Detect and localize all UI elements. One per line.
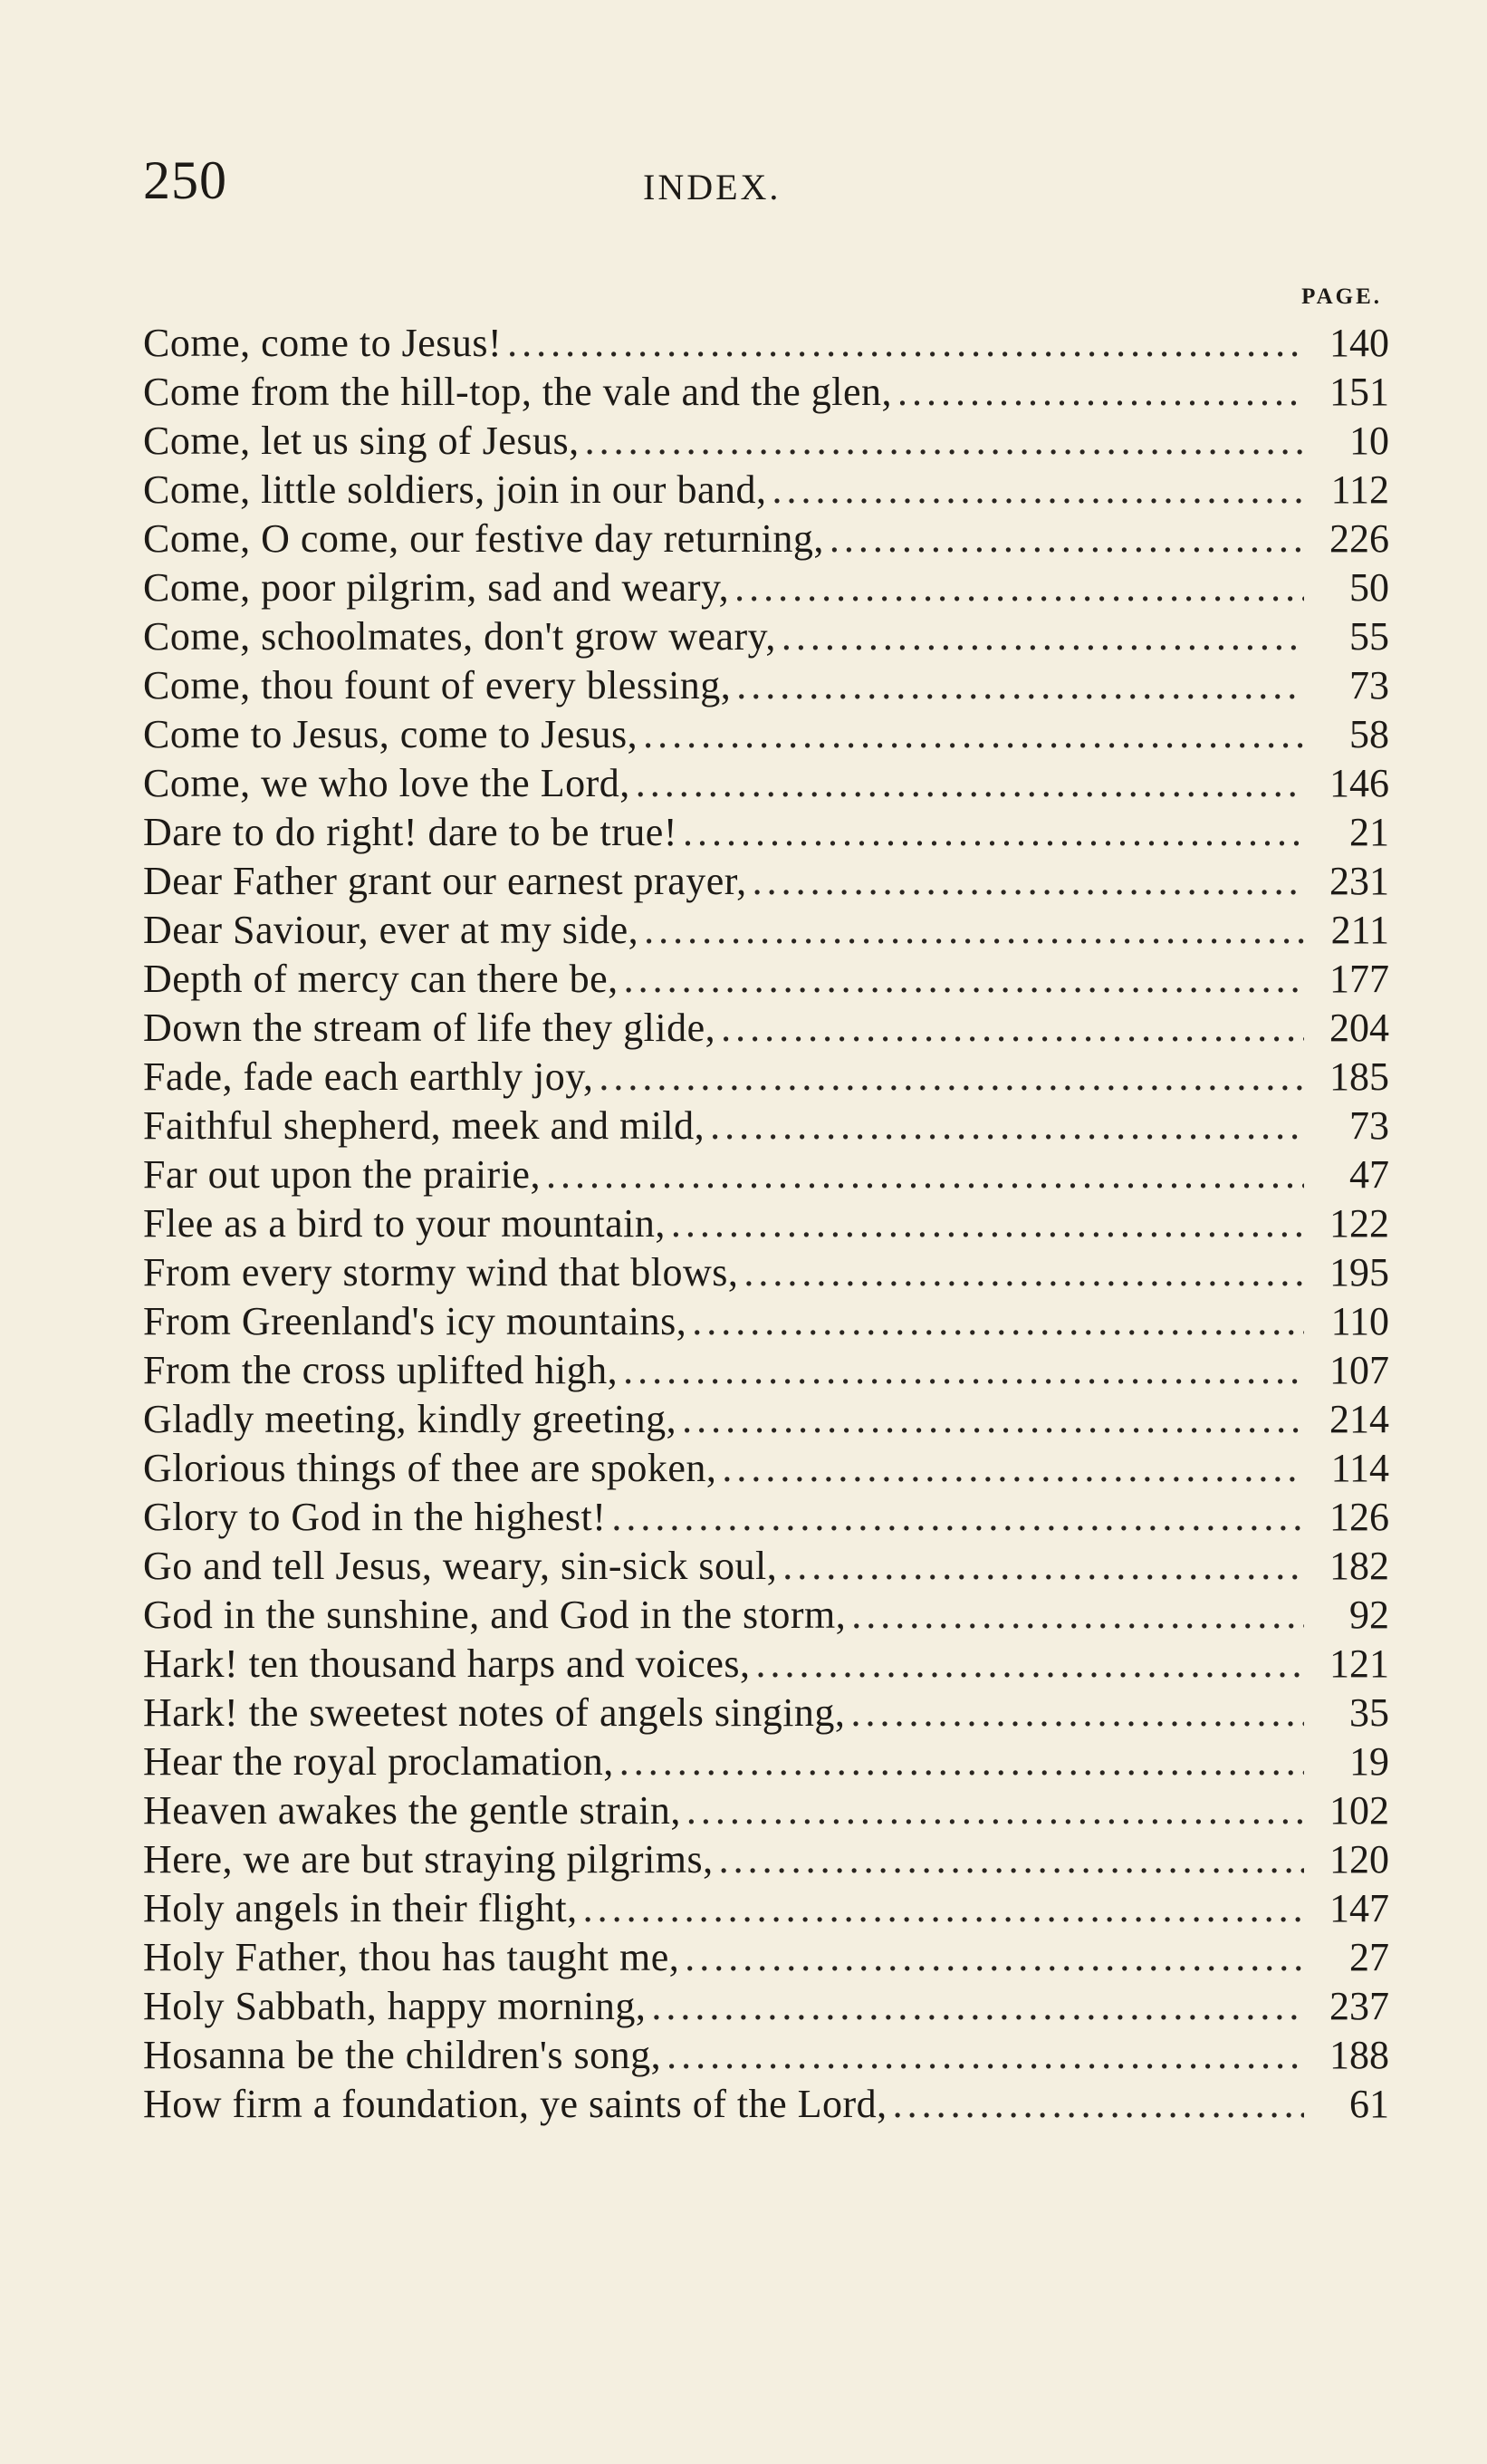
entry-title: Hosanna be the children's song, bbox=[143, 2033, 662, 2077]
index-entry bbox=[143, 1982, 1389, 2031]
dot-leader bbox=[546, 1150, 1304, 1199]
entry-title: How firm a foundation, ye saints of the Lord, bbox=[143, 2082, 887, 2126]
entry-page-number: 226 bbox=[1329, 516, 1389, 561]
dot-leader bbox=[736, 661, 1304, 710]
entry-title: Far out upon the prairie, bbox=[143, 1152, 541, 1197]
entry-page-number: 10 bbox=[1349, 419, 1389, 463]
dot-leader bbox=[507, 319, 1304, 368]
entry-title: From the cross uplifted high, bbox=[143, 1348, 619, 1392]
entry-title: Come, little soldiers, join in our band, bbox=[143, 467, 767, 512]
entry-title: Come from the hill-top, the vale and the glen, bbox=[143, 370, 893, 414]
dot-leader bbox=[599, 1053, 1304, 1102]
index-entry bbox=[143, 1199, 1389, 1248]
entry-page-number: 231 bbox=[1329, 859, 1389, 903]
index-entry bbox=[143, 1297, 1389, 1346]
entry-page-number: 112 bbox=[1330, 467, 1389, 512]
entry-page-number: 182 bbox=[1329, 1544, 1389, 1588]
entry-page-number: 27 bbox=[1349, 1935, 1389, 1979]
index-entry bbox=[143, 1248, 1389, 1297]
index-entry bbox=[143, 1395, 1389, 1444]
index-entry bbox=[143, 1150, 1389, 1199]
dot-leader bbox=[682, 1395, 1304, 1444]
index-entry bbox=[143, 1591, 1389, 1640]
dot-leader bbox=[624, 955, 1304, 1004]
entry-title: Down the stream of life they glide, bbox=[143, 1006, 716, 1050]
entry-title: Come, thou fount of every blessing, bbox=[143, 663, 732, 707]
dot-leader bbox=[893, 2080, 1304, 2129]
entry-page-number: 73 bbox=[1349, 663, 1389, 707]
dot-leader bbox=[782, 612, 1304, 661]
entry-title: Holy Father, thou has taught me, bbox=[143, 1935, 680, 1979]
dot-leader bbox=[685, 1933, 1304, 1982]
dot-leader bbox=[719, 1835, 1304, 1884]
dot-leader bbox=[721, 1004, 1304, 1053]
entry-page-number: 61 bbox=[1349, 2082, 1389, 2126]
index-entry bbox=[143, 1640, 1389, 1689]
dot-leader bbox=[611, 1493, 1304, 1542]
index-entry bbox=[143, 1884, 1389, 1933]
entry-title: Glorious things of thee are spoken, bbox=[143, 1446, 717, 1490]
entry-page-number: 58 bbox=[1349, 712, 1389, 756]
entry-title: Faithful shepherd, meek and mild, bbox=[143, 1103, 705, 1148]
entry-title: Holy Sabbath, happy morning, bbox=[143, 1984, 647, 2028]
entry-page-number: 147 bbox=[1329, 1886, 1389, 1930]
dot-leader bbox=[636, 759, 1304, 808]
index-entry bbox=[143, 1689, 1389, 1737]
dot-leader bbox=[651, 1982, 1304, 2031]
entry-title: Hark! the sweetest notes of angels singing, bbox=[143, 1690, 846, 1735]
index-entry bbox=[143, 710, 1389, 759]
dot-leader bbox=[671, 1199, 1304, 1248]
index-entries bbox=[143, 319, 1389, 2129]
index-entry bbox=[143, 417, 1389, 466]
index-entry bbox=[143, 368, 1389, 417]
entry-title: Come, we who love the Lord, bbox=[143, 761, 630, 805]
dot-leader bbox=[667, 2031, 1304, 2080]
entry-title: Dear Saviour, ever at my side, bbox=[143, 908, 639, 952]
dot-leader bbox=[683, 808, 1304, 857]
entry-title: Depth of mercy can there be, bbox=[143, 957, 619, 1001]
dot-leader bbox=[830, 515, 1304, 563]
index-entry bbox=[143, 661, 1389, 710]
dot-leader bbox=[753, 857, 1304, 906]
dot-leader bbox=[644, 906, 1304, 955]
index-entry bbox=[143, 1493, 1389, 1542]
entry-title: Come, schoolmates, don't grow weary, bbox=[143, 614, 776, 659]
index-entry bbox=[143, 1835, 1389, 1884]
entry-title: Gladly meeting, kindly greeting, bbox=[143, 1397, 677, 1441]
entry-title: Come, let us sing of Jesus, bbox=[143, 419, 580, 463]
entry-page-number: 122 bbox=[1329, 1201, 1389, 1246]
entry-title: Hear the royal proclamation, bbox=[143, 1739, 614, 1784]
entry-title: Hark! ten thousand harps and voices, bbox=[143, 1641, 751, 1686]
dot-leader bbox=[710, 1102, 1304, 1150]
entry-title: God in the sunshine, and God in the storm, bbox=[143, 1593, 847, 1637]
dot-leader bbox=[722, 1444, 1304, 1493]
dot-leader bbox=[585, 417, 1304, 466]
entry-title: From every stormy wind that blows, bbox=[143, 1250, 739, 1295]
entry-title: Fade, fade each earthly joy, bbox=[143, 1054, 594, 1099]
entry-title: From Greenland's icy mountains, bbox=[143, 1299, 687, 1343]
index-entry bbox=[143, 2031, 1389, 2080]
running-title: INDEX. bbox=[643, 167, 782, 207]
dot-leader bbox=[686, 1786, 1304, 1835]
index-entry bbox=[143, 759, 1389, 808]
index-entry bbox=[143, 1786, 1389, 1835]
entry-page-number: 151 bbox=[1329, 370, 1389, 414]
index-entry bbox=[143, 808, 1389, 857]
index-entry bbox=[143, 1004, 1389, 1053]
index-entry bbox=[143, 906, 1389, 955]
entry-title: Dare to do right! dare to be true! bbox=[143, 810, 677, 854]
entry-page-number: 73 bbox=[1349, 1103, 1389, 1148]
entry-title: Come, O come, our festive day returning, bbox=[143, 516, 824, 561]
entry-title: Holy angels in their flight, bbox=[143, 1886, 578, 1930]
dot-leader bbox=[583, 1884, 1304, 1933]
index-entry bbox=[143, 1053, 1389, 1102]
dot-leader bbox=[623, 1346, 1304, 1395]
entry-page-number: 19 bbox=[1349, 1739, 1389, 1784]
entry-page-number: 50 bbox=[1349, 565, 1389, 610]
entry-page-number: 214 bbox=[1329, 1397, 1389, 1441]
index-entry bbox=[143, 1542, 1389, 1591]
index-entry bbox=[143, 1102, 1389, 1150]
dot-leader bbox=[692, 1297, 1304, 1346]
index-entry bbox=[143, 1346, 1389, 1395]
index-entry bbox=[143, 955, 1389, 1004]
entry-page-number: 121 bbox=[1329, 1641, 1389, 1686]
dot-leader bbox=[850, 1689, 1304, 1737]
entry-page-number: 126 bbox=[1329, 1495, 1389, 1539]
index-entry bbox=[143, 857, 1389, 906]
entry-page-number: 110 bbox=[1330, 1299, 1389, 1343]
entry-page-number: 35 bbox=[1349, 1690, 1389, 1735]
entry-page-number: 120 bbox=[1329, 1837, 1389, 1882]
entry-page-number: 195 bbox=[1329, 1250, 1389, 1295]
index-entry bbox=[143, 563, 1389, 612]
entry-page-number: 237 bbox=[1329, 1984, 1389, 2028]
entry-page-number: 55 bbox=[1349, 614, 1389, 659]
entry-page-number: 92 bbox=[1349, 1593, 1389, 1637]
entry-title: Come, come to Jesus! bbox=[143, 321, 503, 365]
dot-leader bbox=[619, 1737, 1304, 1786]
dot-leader bbox=[897, 368, 1304, 417]
index-entry bbox=[143, 1444, 1389, 1493]
entry-page-number: 146 bbox=[1329, 761, 1389, 805]
entry-page-number: 102 bbox=[1329, 1788, 1389, 1833]
entry-page-number: 107 bbox=[1329, 1348, 1389, 1392]
index-entry bbox=[143, 1933, 1389, 1982]
dot-leader bbox=[755, 1640, 1304, 1689]
entry-page-number: 188 bbox=[1329, 2033, 1389, 2077]
index-entry bbox=[143, 1737, 1389, 1786]
entry-title: Heaven awakes the gentle strain, bbox=[143, 1788, 681, 1833]
dot-leader bbox=[744, 1248, 1304, 1297]
entry-page-number: 185 bbox=[1329, 1054, 1389, 1099]
entry-title: Flee as a bird to your mountain, bbox=[143, 1201, 666, 1246]
page-column-label: PAGE. bbox=[1301, 284, 1382, 309]
index-entry bbox=[143, 319, 1389, 368]
entry-page-number: 140 bbox=[1329, 321, 1389, 365]
dot-leader bbox=[782, 1542, 1304, 1591]
dot-leader bbox=[734, 563, 1304, 612]
entry-page-number: 204 bbox=[1329, 1006, 1389, 1050]
index-entry bbox=[143, 515, 1389, 563]
entry-title: Glory to God in the highest! bbox=[143, 1495, 607, 1539]
dot-leader bbox=[772, 466, 1305, 515]
entry-title: Go and tell Jesus, weary, sin-sick soul, bbox=[143, 1544, 778, 1588]
entry-title: Come, poor pilgrim, sad and weary, bbox=[143, 565, 730, 610]
entry-page-number: 47 bbox=[1349, 1152, 1389, 1197]
index-entry bbox=[143, 466, 1389, 515]
entry-page-number: 114 bbox=[1330, 1446, 1389, 1490]
entry-title: Come to Jesus, come to Jesus, bbox=[143, 712, 638, 756]
entry-page-number: 211 bbox=[1330, 908, 1389, 952]
entry-page-number: 177 bbox=[1329, 957, 1389, 1001]
page-header bbox=[143, 149, 1389, 213]
dot-leader bbox=[643, 710, 1304, 759]
entry-title: Here, we are but straying pilgrims, bbox=[143, 1837, 714, 1882]
index-entry bbox=[143, 2080, 1389, 2129]
index-entry bbox=[143, 612, 1389, 661]
page-number: 250 bbox=[143, 150, 227, 210]
entry-page-number: 21 bbox=[1349, 810, 1389, 854]
entry-title: Dear Father grant our earnest prayer, bbox=[143, 859, 747, 903]
dot-leader bbox=[851, 1591, 1304, 1640]
